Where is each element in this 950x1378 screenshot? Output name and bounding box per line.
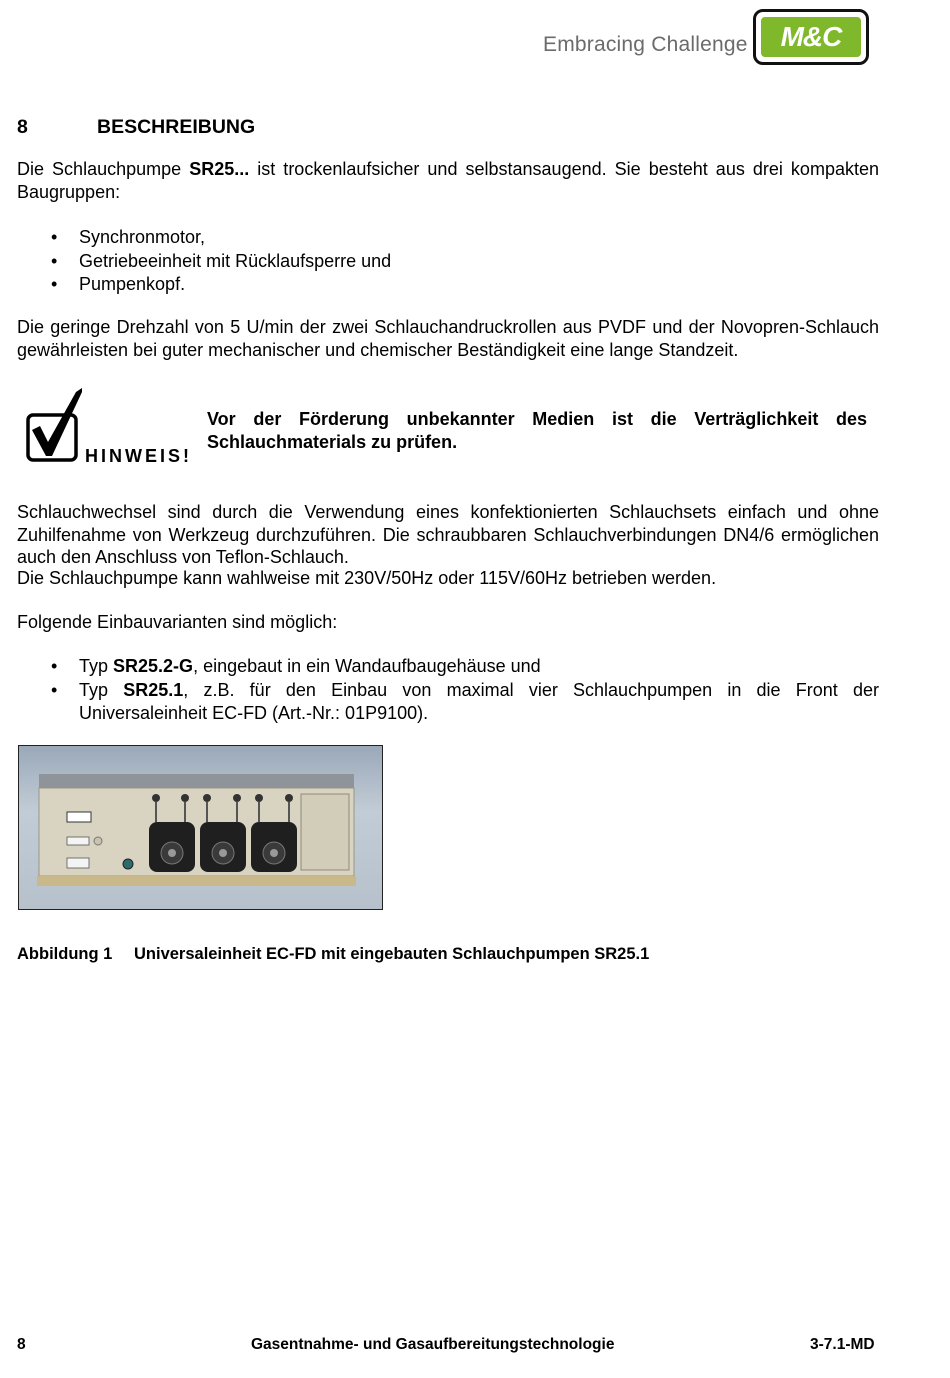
section-number: 8 <box>17 116 28 138</box>
list-item <box>17 679 879 726</box>
list-item: • Pumpenkopf. <box>17 273 879 297</box>
variant-prefix: Typ <box>79 679 124 700</box>
variant-prefix: Typ <box>79 656 114 676</box>
speed-paragraph: Die geringe Drehzahl von 5 U/min der zwei Schlauchandruckrollen aus PVDF und der Novopren-Schlauch gewährleisten bei guter mechanischer und chemischer Beständigkeit eine lange Standzeit. <box>17 317 879 360</box>
variant-text: , eingebaut in ein Wandaufbaugehäuse und <box>193 656 541 676</box>
section-heading <box>17 116 255 139</box>
section-title: BESCHREIBUNG <box>97 116 256 138</box>
intro-paragraph <box>17 158 879 203</box>
ec-fd-unit-image <box>19 746 383 910</box>
header-tagline: Embracing Challenge <box>543 33 748 56</box>
checkmark-icon <box>26 386 86 466</box>
footer-page-number: 8 <box>17 1336 26 1353</box>
variants-intro: Folgende Einbauvarianten sind möglich: <box>17 612 338 632</box>
list-item: • Getriebeeinheit mit Rücklaufsperre und <box>17 250 879 274</box>
intro-product: SR25... <box>189 159 250 179</box>
notice-text: Vor der Förderung unbekannter Medien ist die Verträglichkeit des Schlauchmaterials zu prüfen. <box>207 409 867 452</box>
variant-type: SR25.1 <box>123 679 184 700</box>
brand-logo <box>753 9 869 65</box>
variant-text: , z.B. für den Einbau von maximal vier Schlauchpumpen in die Front der Universaleinheit EC-FD (Art.-Nr.: 01P9100). <box>79 679 879 723</box>
list-item: • Synchronmotor, <box>17 226 879 250</box>
footer-title: Gasentnahme- und Gasaufbereitungstechnologie <box>251 1336 615 1353</box>
figure-caption <box>17 945 649 964</box>
logo-text: M&C <box>780 21 842 52</box>
list-item <box>17 655 879 679</box>
components-list <box>17 226 879 297</box>
variant-type: SR25.2-G <box>113 656 194 676</box>
intro-text-1: Die Schlauchpumpe <box>17 159 190 179</box>
product-photo <box>18 745 383 910</box>
intro-text-2: ist trockenlaufsicher und selbstansaugend. Sie besteht aus drei kompakten Baugruppen: <box>17 159 879 202</box>
power-paragraph: Die Schlauchpumpe kann wahlweise mit 230V/50Hz oder 115V/60Hz betrieben werden. <box>17 568 717 588</box>
notice-label: HINWEIS! <box>85 446 192 466</box>
figure-caption-text: Universaleinheit EC-FD mit eingebauten Schlauchpumpen SR25.1 <box>134 945 650 963</box>
footer-doc-code: 3-7.1-MD <box>810 1336 875 1353</box>
tube-change-paragraph: Schlauchwechsel sind durch die Verwendung eines konfektionierten Schlauchsets einfach und ohne Zuhilfenahme von Werkzeug durchzuführen. Die schraubbaren Schlauchverbindungen DN4/6 ermöglichen auch den Anschluss von Teflon-Schlauch. <box>17 502 879 567</box>
variants-list <box>17 655 879 726</box>
figure-number: Abbildung 1 <box>17 945 113 963</box>
